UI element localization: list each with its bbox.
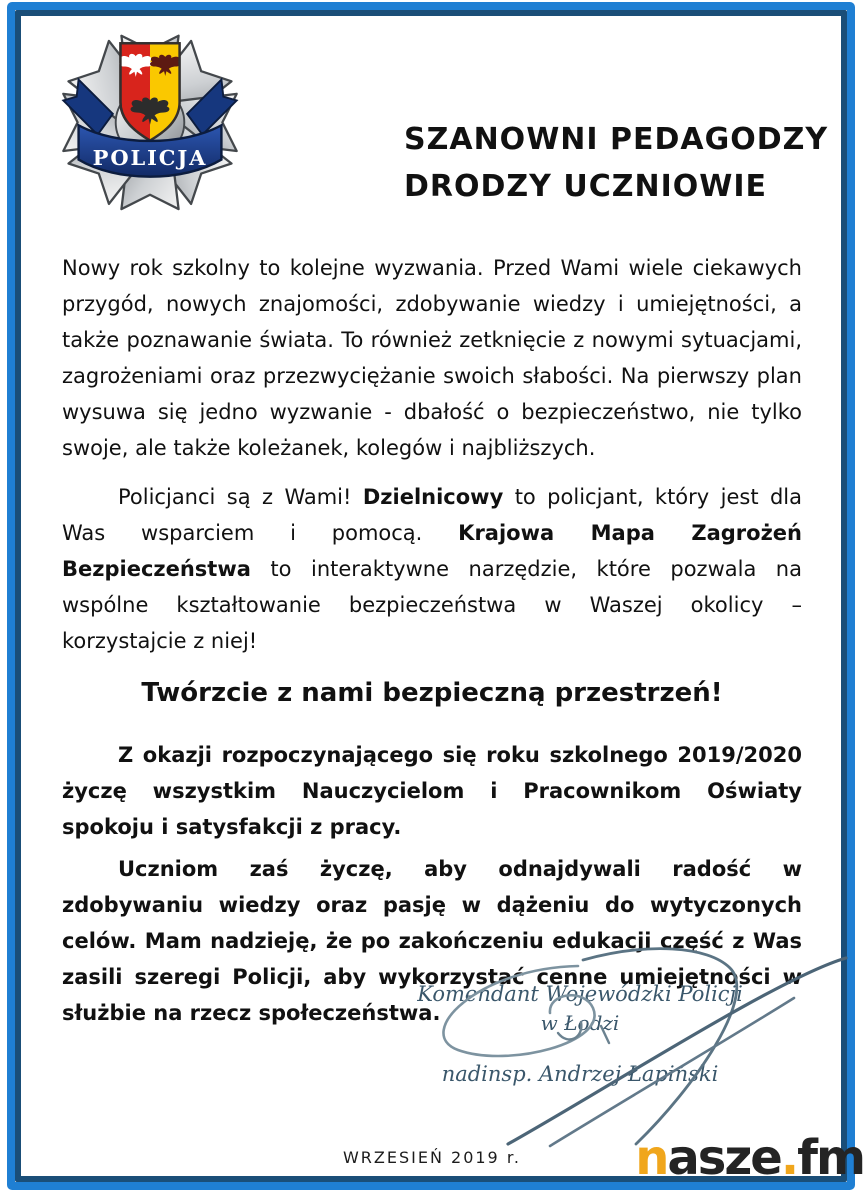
p2-text-1: Policjanci są z Wami! <box>118 485 363 509</box>
paragraph-dzielnicowy <box>62 479 802 659</box>
title-line-2: DRODZY UCZNIOWIE <box>404 169 767 204</box>
title-line-1: SZANOWNI PEDAGODZY <box>404 122 829 157</box>
paragraph-intro: Nowy rok szkolny to kolejne wyzwania. Przed Wami wiele ciekawych przygód, nowych znajomości, zdobywanie wiedzy i umiejętności, a także poznawanie świata. To również zetknięcie z nowymi sytuacjami, zagrożeniami oraz przezwyciężanie swoich słabości. Na pierwszy plan wysuwa się jedno wyzwanie - dbałość o bezpieczeństwo, nie tylko swoje, ale także koleżanek, kolegów i najbliższych. <box>62 256 802 460</box>
signatory-title-line2: w Łodzi <box>540 1011 620 1035</box>
p2-bold-krajowa-mapa: Krajowa Mapa Zagrożeń Bezpieczeństwa <box>62 521 802 581</box>
signature-block <box>350 982 810 1086</box>
police-badge-icon <box>50 18 250 223</box>
paragraph-wishes-teachers: Z okazji rozpoczynającego się roku szkolnego 2019/2020 życzę wszystkim Nauczycielom i Pracownikom Oświaty spokoju i satysfakcji z pracy. <box>62 743 802 839</box>
letter-date: WRZESIEŃ 2019 r. <box>342 1148 522 1167</box>
letter-body <box>62 250 802 1031</box>
signatory-title-line1: Komendant Wojewódzki Policji <box>417 982 743 1006</box>
logo-letter-n: n <box>635 1130 668 1186</box>
logo-text-fm: fm <box>797 1130 864 1186</box>
logo-text-asze: asze <box>667 1130 781 1186</box>
naszefm-logo <box>635 1132 864 1184</box>
p2-text-3: to interaktywne narzędzie, które pozwala na wspólne kształtowanie bezpieczeństwa w Waszej okolicy – korzystajcie z niej! <box>62 557 802 653</box>
logo-dot: . <box>780 1130 798 1186</box>
paragraph-wishes-students: Uczniom zaś życzę, aby odnajdywali radość w zdobywaniu wiedzy oraz pasję w dążeniu do wytyczonych celów. Mam nadzieję, że po zakończeniu edukacji część z Was zasili szeregi Policji, aby wykorzystać cenne umiejętności w służbie na rzecz społeczeństwa. <box>62 857 802 1025</box>
police-badge <box>50 18 250 223</box>
letter-title <box>404 116 828 210</box>
policja-banner-label: POLICJA <box>92 145 208 171</box>
p2-text-2: to policjant, który jest dla Was wsparciem i pomocą. <box>62 485 803 545</box>
signatory-name: nadinsp. Andrzej Łapiński <box>441 1062 719 1086</box>
slogan-line: Twórzcie z nami bezpieczną przestrzeń! <box>141 678 723 708</box>
p2-bold-dzielnicowy: Dzielnicowy <box>362 485 504 509</box>
